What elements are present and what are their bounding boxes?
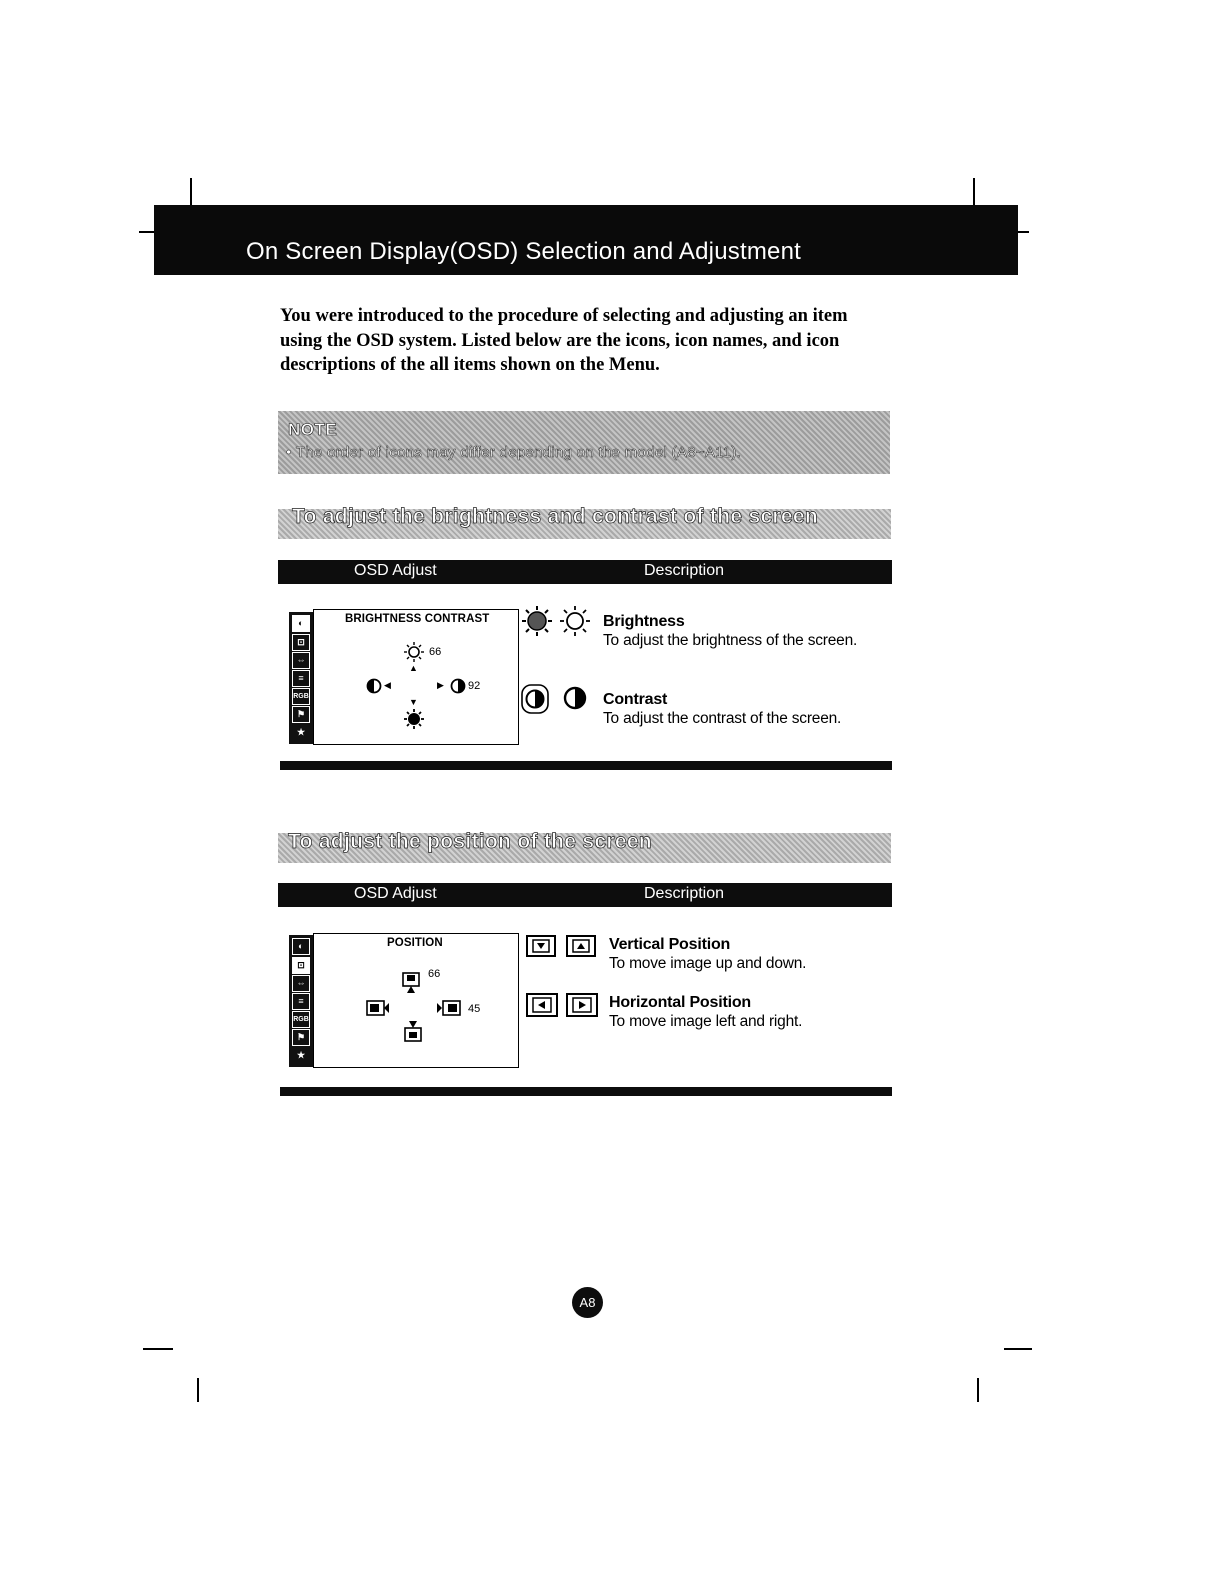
- horizontal-position-description: To move image left and right.: [609, 1013, 803, 1030]
- horizontal-right-icon: [566, 993, 598, 1017]
- column-header-osd-adjust: OSD Adjust: [354, 885, 437, 902]
- osd-sidebar: [289, 935, 313, 1067]
- page-number: A8: [572, 1287, 603, 1318]
- contrast-brightness-icon: ◐: [292, 938, 310, 955]
- vertical-down-icon: [526, 935, 556, 957]
- vertical-position-name: Vertical Position: [609, 936, 731, 953]
- contrast-brightness-icon: ◐: [292, 615, 310, 632]
- position-down-icon: [404, 1020, 422, 1042]
- arrow-up-icon: ▲: [409, 663, 418, 673]
- intro-paragraph: [280, 304, 880, 378]
- note-box: [278, 411, 890, 474]
- section-divider: [280, 761, 892, 770]
- position-right-icon: [436, 1000, 462, 1016]
- crop-mark: [1017, 231, 1029, 233]
- osd-panel-label: BRIGHTNESS CONTRAST: [345, 613, 490, 625]
- contrast-icon: [563, 686, 587, 710]
- arrow-down-icon: ▼: [409, 697, 418, 707]
- crop-mark: [143, 1348, 173, 1350]
- column-header-description: Description: [644, 885, 725, 902]
- brightness-description: To adjust the brightness of the screen.: [603, 632, 858, 649]
- sun-outline-icon: [404, 642, 424, 662]
- contrast-left-icon: [366, 678, 382, 694]
- size-icon: ⇔: [292, 975, 310, 992]
- rgb-icon: RGB: [292, 688, 310, 705]
- table-header: [278, 560, 892, 584]
- intro-line: using the OSD system. Listed below are the icons, icon names, and icon: [280, 330, 840, 351]
- osd-panel-label: POSITION: [387, 937, 443, 949]
- horizontal-value: 45: [468, 1003, 481, 1015]
- note-text: • The order of icons may differ depending on the model (A8~A11).: [286, 444, 742, 461]
- section-divider: [280, 1087, 892, 1096]
- column-header-osd-adjust: OSD Adjust: [354, 562, 437, 579]
- position-icon: ⊡: [292, 634, 310, 651]
- size-icon: ⇔: [292, 652, 310, 669]
- reset-icon: ★: [296, 727, 306, 737]
- osd-panel-position: [313, 933, 519, 1068]
- language-icon: ⚑: [292, 706, 310, 723]
- horizontal-left-icon: [526, 993, 558, 1017]
- contrast-selected-icon: [521, 684, 549, 714]
- section-title: To adjust the brightness and contrast of the screen: [292, 505, 818, 528]
- sun-filled-icon: [404, 709, 424, 729]
- osd-sidebar: [289, 612, 313, 744]
- intro-line: descriptions of the all items shown on the Menu.: [280, 355, 660, 375]
- column-header-description: Description: [644, 562, 725, 579]
- arrow-left-icon: ◀: [384, 680, 391, 690]
- brightness-icon: [560, 606, 590, 636]
- language-icon: ⚑: [292, 1029, 310, 1046]
- brightness-name: Brightness: [603, 613, 685, 630]
- tracking-icon: ≡: [292, 993, 310, 1010]
- crop-mark: [190, 178, 192, 208]
- page-title: On Screen Display(OSD) Selection and Adjustment: [246, 238, 801, 265]
- horizontal-position-name: Horizontal Position: [609, 994, 751, 1011]
- position-icon: ⊡: [292, 957, 310, 974]
- position-left-icon: [366, 1000, 390, 1016]
- table-header: [278, 883, 892, 907]
- vertical-up-icon: [566, 935, 596, 957]
- reset-icon: ★: [296, 1050, 306, 1060]
- arrow-right-icon: ▶: [437, 680, 444, 690]
- contrast-right-icon: [450, 678, 466, 694]
- vertical-value: 66: [428, 968, 441, 980]
- note-title: NOTE: [288, 420, 338, 439]
- vertical-position-description: To move image up and down.: [609, 955, 807, 972]
- contrast-name: Contrast: [603, 691, 668, 708]
- intro-line: You were introduced to the procedure of selecting and adjusting an item: [280, 306, 848, 326]
- tracking-icon: ≡: [292, 670, 310, 687]
- rgb-icon: RGB: [292, 1011, 310, 1028]
- crop-mark: [139, 231, 155, 233]
- crop-mark: [977, 1378, 979, 1402]
- crop-mark: [973, 178, 975, 208]
- brightness-value: 66: [429, 646, 442, 658]
- crop-mark: [197, 1378, 199, 1402]
- brightness-selected-icon: [522, 606, 552, 636]
- contrast-value: 92: [468, 680, 481, 692]
- position-up-icon: [402, 972, 420, 994]
- contrast-description: To adjust the contrast of the screen.: [603, 710, 842, 727]
- crop-mark: [1004, 1348, 1032, 1350]
- section-title: To adjust the position of the screen: [288, 830, 652, 853]
